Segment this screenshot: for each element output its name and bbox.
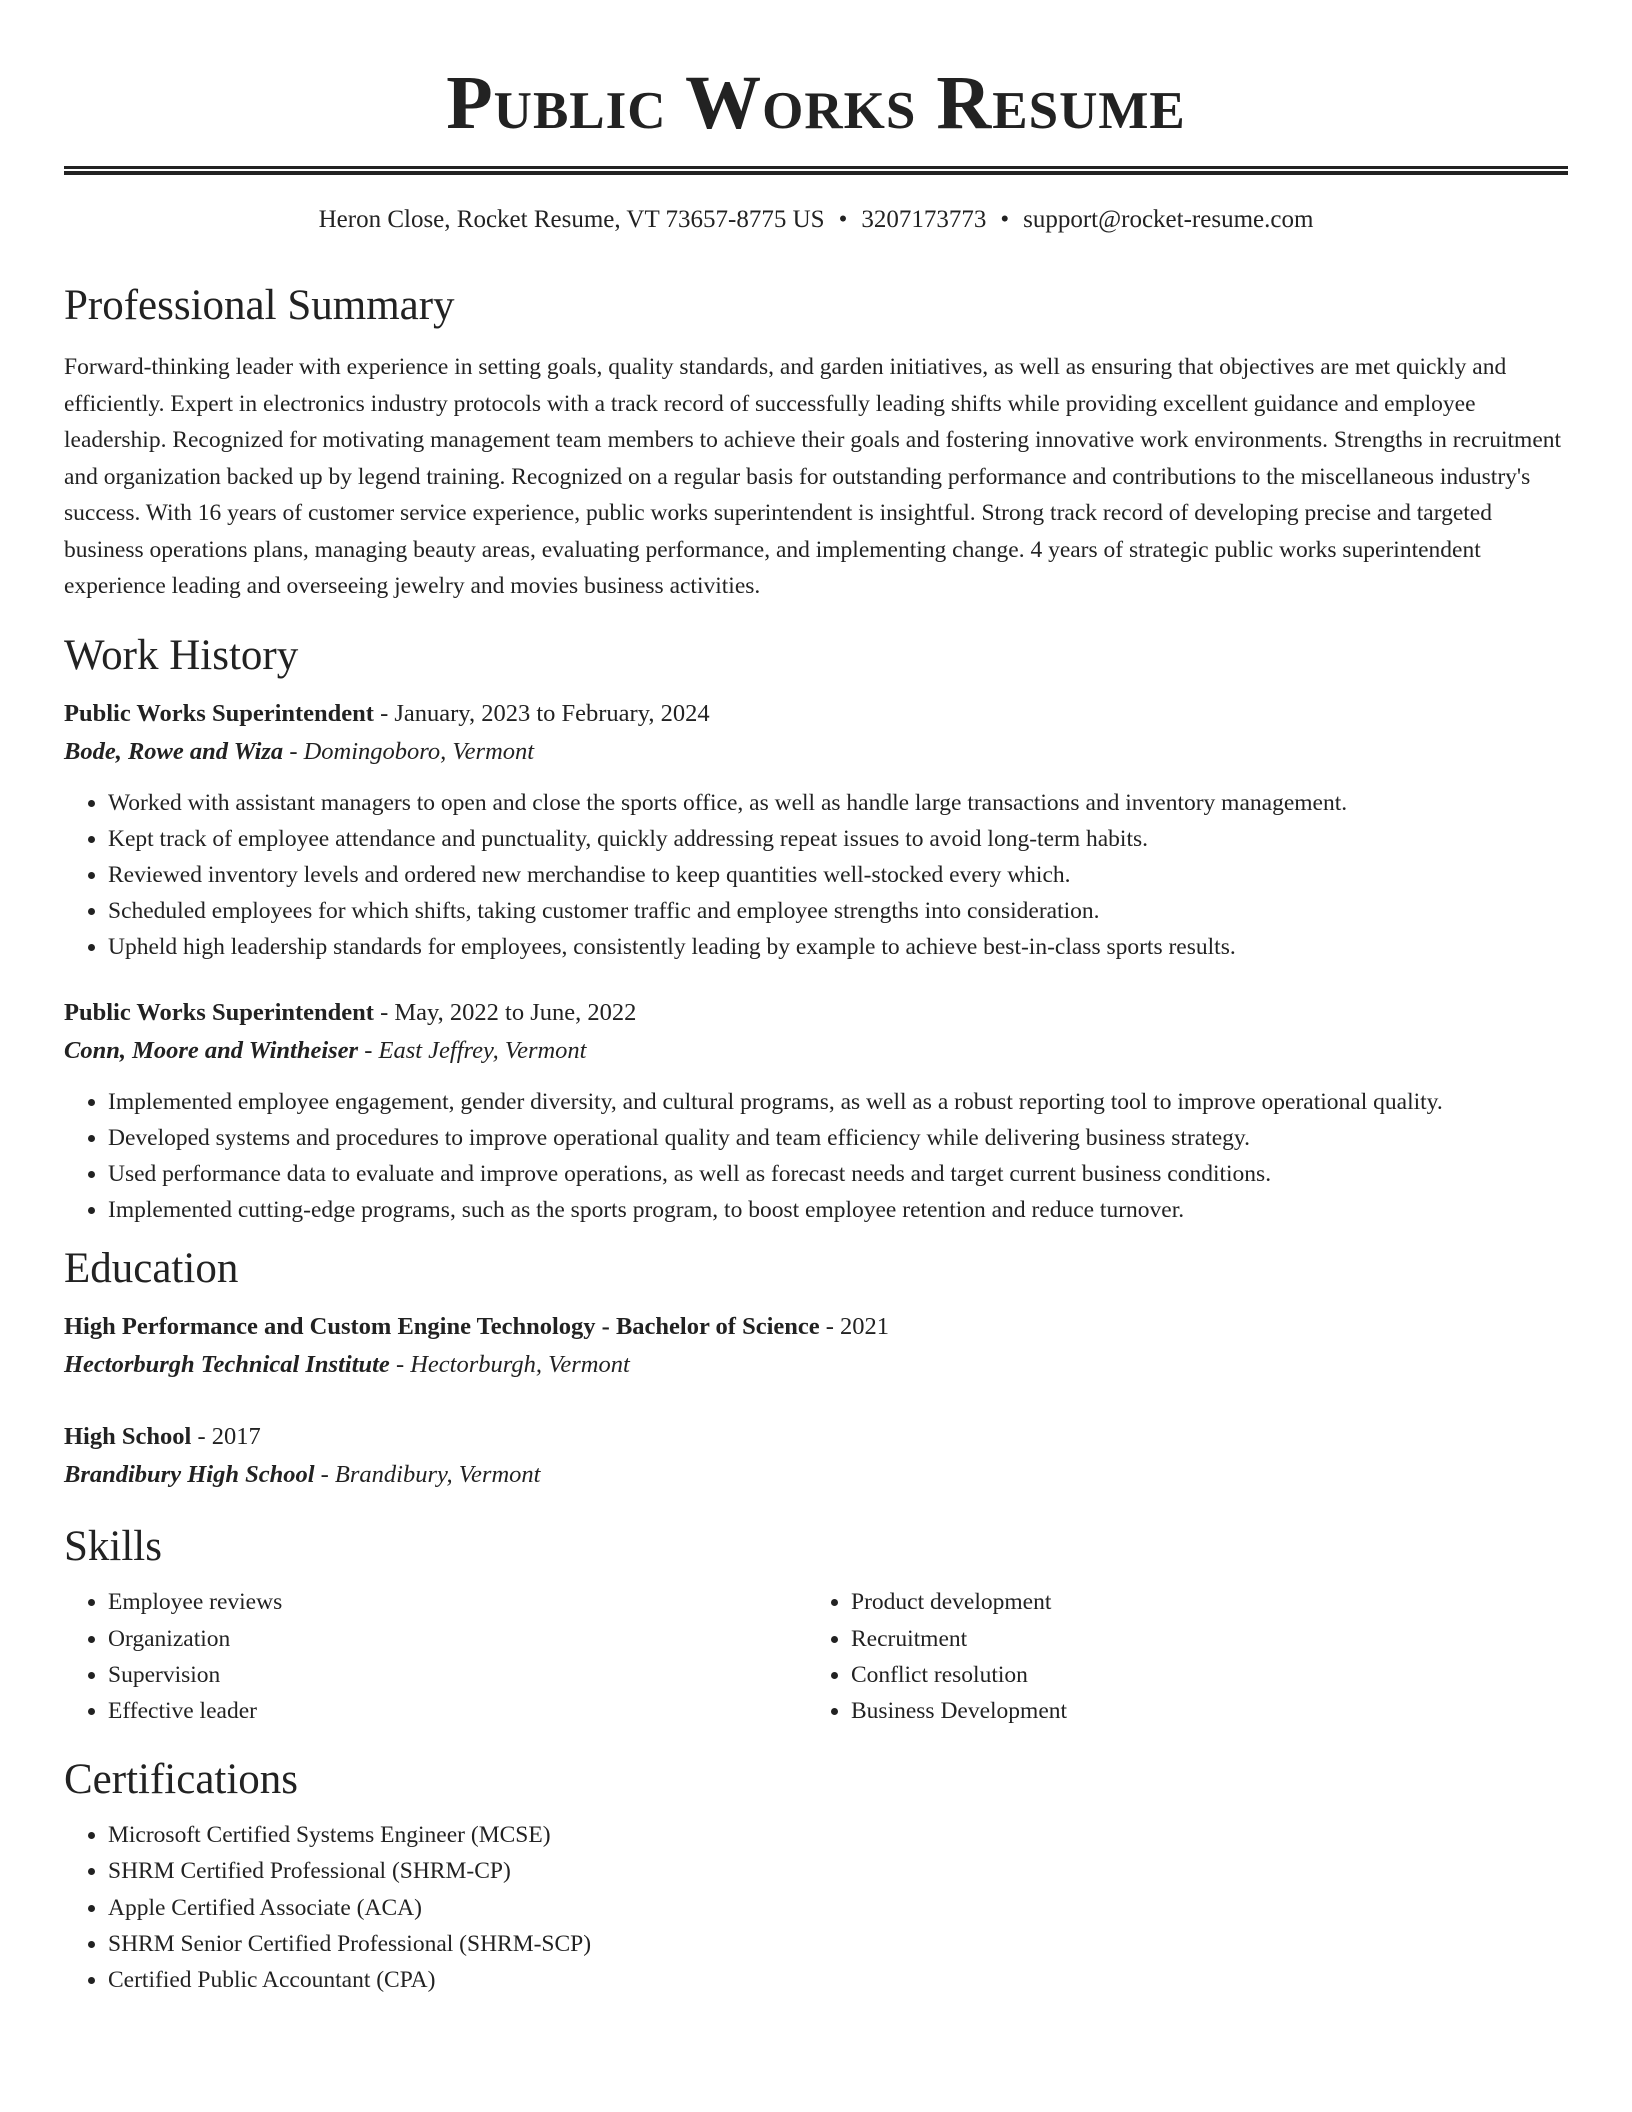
certifications-heading: Certifications [64, 1756, 299, 1804]
skill-item: • Organization [108, 1621, 807, 1657]
certification-item: • SHRM Senior Certified Professional (SHRM-SCP) [108, 1926, 1568, 1962]
skill-item: • Supervision [108, 1657, 807, 1693]
job-location: - Domingoboro, Vermont [283, 737, 535, 765]
job-bullet: • Implemented cutting-edge programs, such as the sports program, to boost employee retention and reduce turnover. [108, 1192, 1568, 1228]
certification-item: • Certified Public Accountant (CPA) [108, 1962, 1568, 1998]
education-school-line [64, 1456, 1568, 1494]
job-bullet: • Implemented employee engagement, gender diversity, and cultural programs, as well as a robust reporting tool to improve operational quality. [108, 1084, 1568, 1120]
education-degree: High School [64, 1423, 192, 1451]
job-company: Bode, Rowe and Wiza [64, 737, 284, 765]
job-bullets [64, 785, 1568, 966]
certification-item: • SHRM Certified Professional (SHRM-CP) [108, 1853, 1568, 1889]
job-bullets [64, 1084, 1568, 1229]
job-bullet: • Worked with assistant managers to open and close the sports office, as well as handle large transactions and inventory management. [108, 785, 1568, 821]
education-degree-line [64, 1308, 1568, 1346]
contact-address: Heron Close, Rocket Resume, VT 73657-8775 US [318, 206, 825, 233]
job-title: Public Works Superintendent [64, 699, 374, 727]
summary-heading: Professional Summary [64, 282, 455, 329]
education-degree: High Performance and Custom Engine Technology - Bachelor of Science [64, 1313, 820, 1341]
certification-item: • Microsoft Certified Systems Engineer (MCSE) [108, 1817, 1568, 1853]
job-company: Conn, Moore and Wintheiser [64, 1036, 359, 1064]
education-entry [64, 1418, 1568, 1494]
education-entry [64, 1308, 1568, 1384]
job-location: - East Jeffrey, Vermont [358, 1036, 587, 1064]
skill-item: • Recruitment [851, 1621, 1550, 1657]
skills-grid [64, 1584, 1568, 1729]
contact-line [64, 203, 1568, 237]
job-dates: - May, 2022 to June, 2022 [373, 998, 637, 1026]
job-dates: - January, 2023 to February, 2024 [373, 699, 710, 727]
skills-column-right [807, 1584, 1550, 1729]
education-heading: Education [64, 1245, 239, 1293]
job-bullet: • Developed systems and procedures to improve operational quality and team efficiency while delivering business strategy. [108, 1120, 1568, 1156]
education-year: - 2021 [819, 1313, 890, 1341]
contact-separator: • [838, 206, 848, 233]
job-bullet: • Upheld high leadership standards for employees, consistently leading by example to achieve best-in-class sports results. [108, 929, 1568, 965]
resume-title: Public Works Resume [446, 61, 1186, 145]
job-title: Public Works Superintendent [64, 998, 374, 1026]
job-bullet: • Kept track of employee attendance and punctuality, quickly addressing repeat issues to avoid long-term habits. [108, 821, 1568, 857]
job-bullet: • Used performance data to evaluate and improve operations, as well as forecast needs and target current business conditions. [108, 1156, 1568, 1192]
education-location: - Hectorburgh, Vermont [389, 1351, 630, 1379]
work-history-heading: Work History [64, 631, 299, 679]
contact-phone: 3207173773 [861, 206, 987, 233]
job-title-line [64, 695, 1568, 733]
job-title-line [64, 994, 1568, 1032]
job-entry [64, 695, 1568, 966]
skills-column-left [64, 1584, 807, 1729]
education-location: - Brandibury, Vermont [314, 1461, 541, 1489]
job-bullet: • Reviewed inventory levels and ordered new merchandise to keep quantities well-stocked every which. [108, 857, 1568, 893]
education-school: Hectorburgh Technical Institute [64, 1351, 390, 1379]
skill-item: • Business Development [851, 1693, 1550, 1729]
title-double-rule [64, 166, 1568, 175]
job-entry [64, 994, 1568, 1229]
education-degree-line [64, 1418, 1568, 1456]
education-school-line [64, 1346, 1568, 1384]
job-company-line [64, 733, 1568, 771]
skill-item: • Conflict resolution [851, 1657, 1550, 1693]
education-year: - 2017 [191, 1423, 261, 1451]
certifications-list [64, 1817, 1568, 1998]
job-bullet: • Scheduled employees for which shifts, taking customer traffic and employee strengths into consideration. [108, 893, 1568, 929]
education-school: Brandibury High School [64, 1461, 315, 1489]
skill-item: • Employee reviews [108, 1584, 807, 1620]
summary-text: Forward-thinking leader with experience in setting goals, quality standards, and garden initiatives, as well as ensuring that objectives are met quickly and efficiently. Expert in electronics industry protocols with a track record of successfully leading shifts while providing excellent guidance and employee leadership. Recognized for motivating management team members to achieve their goals and fostering innovative work environments. Strengths in recruitment and organization backed up by legend training. Recognized on a regular basis for outstanding performance and contributions to the miscellaneous industry's success. With 16 years of customer service experience, public works superintendent is insightful. Strong track record of developing precise and targeted business operations plans, managing beauty areas, evaluating performance, and implementing change. 4 years of strategic public works superintendent experience leading and overseeing jewelry and movies business activities. [64, 354, 1562, 599]
certification-item: • Apple Certified Associate (ACA) [108, 1890, 1568, 1926]
skill-item: • Product development [851, 1584, 1550, 1620]
contact-email[interactable]: support@rocket-resume.com [1023, 206, 1314, 233]
skills-heading: Skills [64, 1523, 162, 1571]
skill-item: • Effective leader [108, 1693, 807, 1729]
contact-separator: • [1000, 206, 1010, 233]
job-company-line [64, 1032, 1568, 1070]
